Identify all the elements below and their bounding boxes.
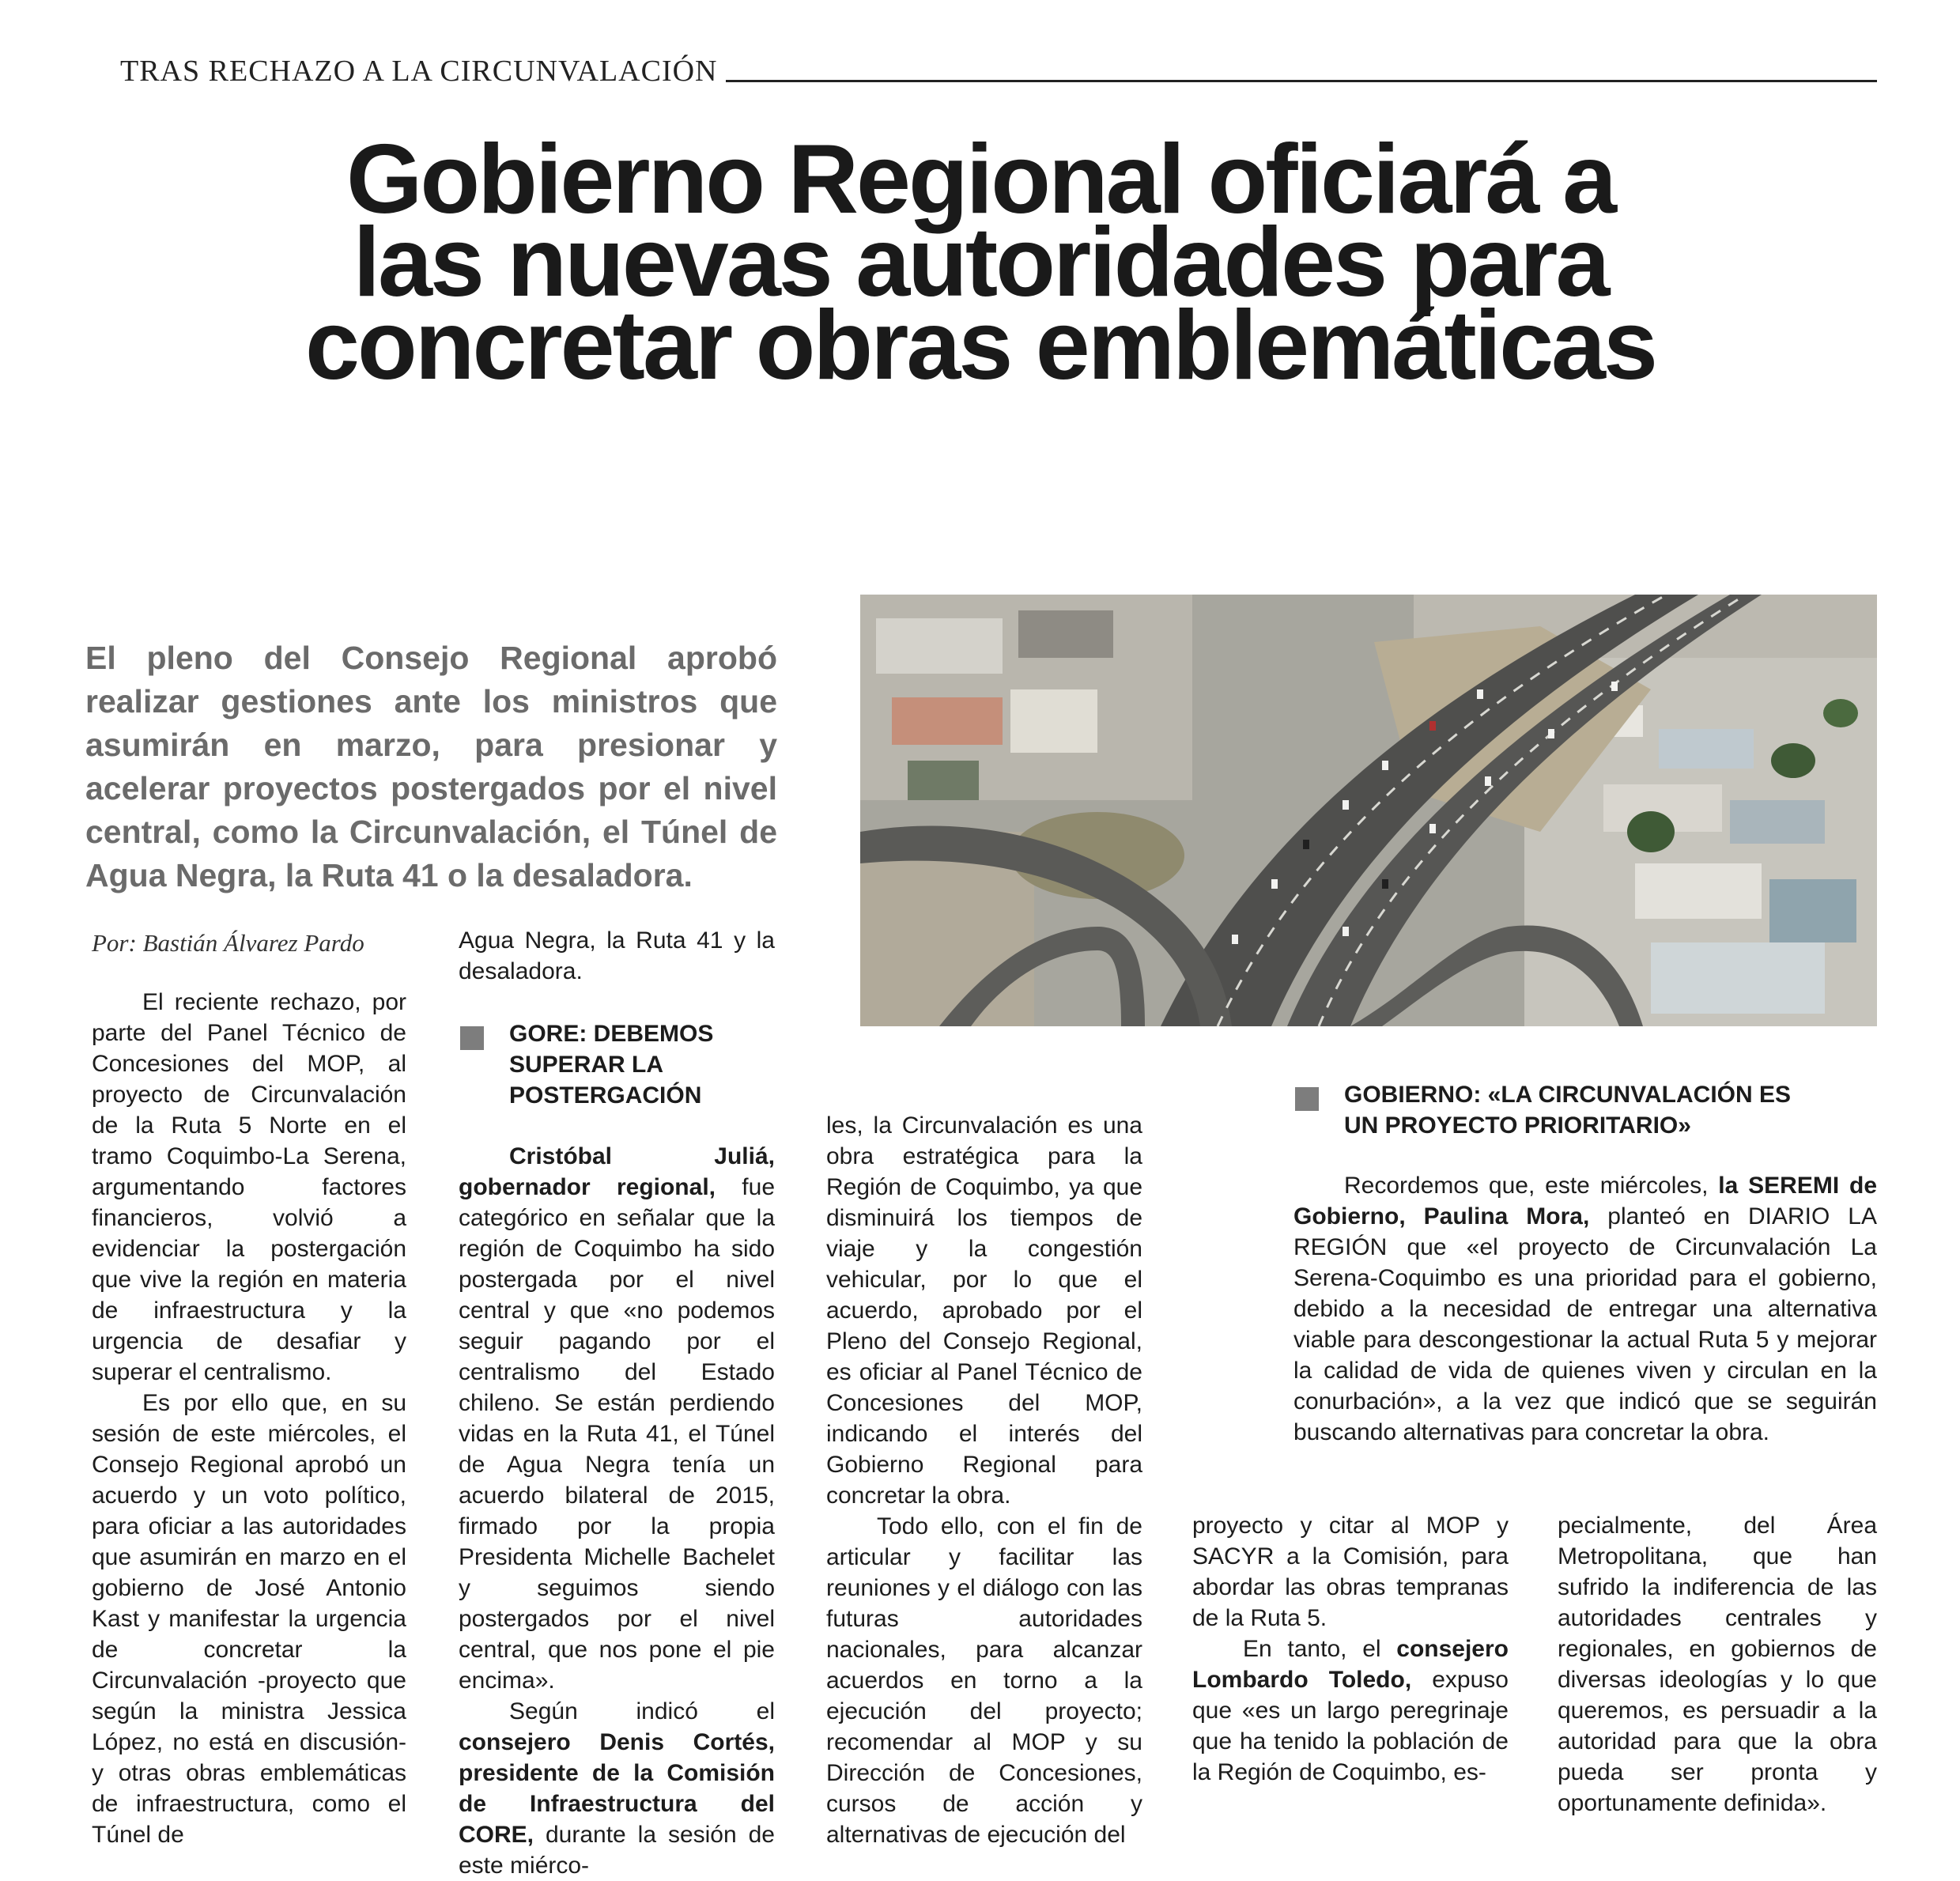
col4-paragraph-1: proyecto y citar al MOP y SACYR a la Comisión, para abordar las obras tempranas de la Ruta 5.: [1192, 1513, 1509, 1631]
section-1-title: GORE: DEBEMOS SUPERAR LA POSTERGACIÓN: [509, 1021, 714, 1109]
col2-p2-start: Según indicó el: [509, 1698, 775, 1724]
section2-p1-rest: planteó en DIARIO LA REGIÓN que «el proyecto de Circunvalación La Serena-Coquimbo es una prioridad para el gobierno, debido a la necesidad de entregar una alternativa viable para descongestionar la actual Ruta 5 y mejorar la calidad de vida de quienes viven y circulan en la conurbación», a la vez que indicó que se seguirán buscando alternativas para concretar la obra.: [1293, 1203, 1878, 1445]
section-2-bullet: [1295, 1087, 1319, 1111]
col2-paragraph-1: [459, 1141, 775, 1696]
col1-paragraph-1: El reciente rechazo, por parte del Panel Técnico de Concesiones del MOP, al proyecto de Circunvalación de la Ruta 5 Norte en el tramo Coquimbo-La Serena, argumentando factores financieros, volvió a evidenciar la postergación que vive la región en materia de infraestructura y la urgencia de desafiar y superar el centralismo.: [92, 989, 406, 1385]
col2-p2-bold: consejero Denis Cortés, presidente de la Comisión de Infraestructura del CORE,: [459, 1729, 775, 1848]
col4-p2-rest: expuso que «es un largo peregrinaje que ha tenido la población de la Región de Coquimbo, es-: [1192, 1667, 1509, 1785]
col2-paragraph-2: [459, 1696, 775, 1881]
col1-paragraph-2: Es por ello que, en su sesión de este miércoles, el Consejo Regional aprobó un acuerdo y un voto político, para oficiar a las autoridades que asumirán en marzo en el gobierno de José Antonio Kast y manifestar la urgencia de concretar la Circunvalación -proyecto que según la ministra Jessica López, no está en discusión- y otras obras emblemáticas de infraestructura, como el Túnel de: [92, 1390, 406, 1848]
col3-paragraph-1: les, la Circunvalación es una obra estratégica para la Región de Coquimbo, ya que disminuirá los tiempos de viaje y la congestión vehicular, por lo que el acuerdo, aprobado por el Pleno del Consejo Regional, es oficiar al Panel Técnico de Concesiones del MOP, indicando el interés del Gobierno Regional para concretar la obra.: [826, 1112, 1142, 1509]
section2-paragraph-1: [1293, 1170, 1877, 1448]
col2-p1-bold: Cristóbal Juliá, gobernador regional,: [459, 1143, 775, 1200]
section2-p1-start: Recordemos que, este miércoles,: [1344, 1173, 1719, 1199]
col2-continuation: Agua Negra, la Ruta 41 y la desaladora.: [459, 927, 775, 984]
col4-p2-start: En tanto, el: [1243, 1636, 1397, 1662]
kicker-rule: [726, 80, 1877, 82]
lead-paragraph: El pleno del Consejo Regional aprobó realizar gestiones ante los ministros que asumirán en marzo, para presionar y acelerar proyectos postergados por el nivel central, como la Circunvalación, el Túnel de Agua Negra, la Ruta 41 o la desaladora.: [85, 640, 777, 893]
column-3: [826, 1110, 1142, 1850]
headline: [237, 125, 1724, 400]
headline-line-3: concretar obras emblemáticas: [305, 291, 1656, 400]
column-4: [1192, 1510, 1509, 1788]
column-1: [92, 987, 406, 1850]
column-2: [459, 1141, 775, 1881]
column-5: [1558, 1510, 1877, 1819]
byline: Por: Bastián Álvarez Pardo: [92, 929, 364, 957]
section-1-bullet: [460, 1026, 484, 1050]
column-2-top: [459, 925, 775, 987]
headline-line-1: Gobierno Regional oficiará a: [346, 125, 1615, 234]
col2-p2-rest: durante la sesión de este miérco-: [459, 1822, 775, 1879]
col2-p1-rest: fue categórico en señalar que la región de Coquimbo ha sido postergada por el nivel central y que «no podemos seguir pagando por el centralismo del Estado chileno. Se están perdiendo vidas en la Ruta 41, el Túnel de Agua Negra tenía un acuerdo bilateral de 2015, firmado por la propia Presidenta Michelle Bachelet y seguimos siendo postergados por el nivel central, que nos pone el pie encima».: [459, 1174, 775, 1694]
kicker: TRAS RECHAZO A LA CIRCUNVALACIÓN: [120, 55, 718, 88]
col4-p2-bold: consejero Lombardo Toledo,: [1192, 1636, 1509, 1693]
aerial-highway-photo: [860, 595, 1877, 1026]
section-2-body: [1293, 1170, 1877, 1448]
headline-line-2: las nuevas autoridades para: [353, 208, 1608, 317]
section2-p1-bold: la SEREMI de Gobierno, Paulina Mora,: [1293, 1173, 1878, 1229]
col3-paragraph-2: Todo ello, con el fin de articular y facilitar las reuniones y el diálogo con las futuras autoridades nacionales, para alcanzar acuerdos en torno a la ejecución del proyecto; recomendar al MOP y su Dirección de Concesiones, cursos de acción y alternativas de ejecución del: [826, 1513, 1142, 1848]
section-2-title: GOBIERNO: «LA CIRCUNVALACIÓN ES UN PROYECTO PRIORITARIO»: [1344, 1082, 1792, 1139]
col4-paragraph-2: [1192, 1634, 1509, 1788]
col5-paragraph-1: pecialmente, del Área Metropolitana, que han sufrido la indiferencia de las autoridades centrales y regionales, en gobiernos de diversas ideologías y lo que queremos, es persuadir a la autoridad para que la obra pueda ser pronta y oportunamente definida».: [1558, 1513, 1877, 1816]
